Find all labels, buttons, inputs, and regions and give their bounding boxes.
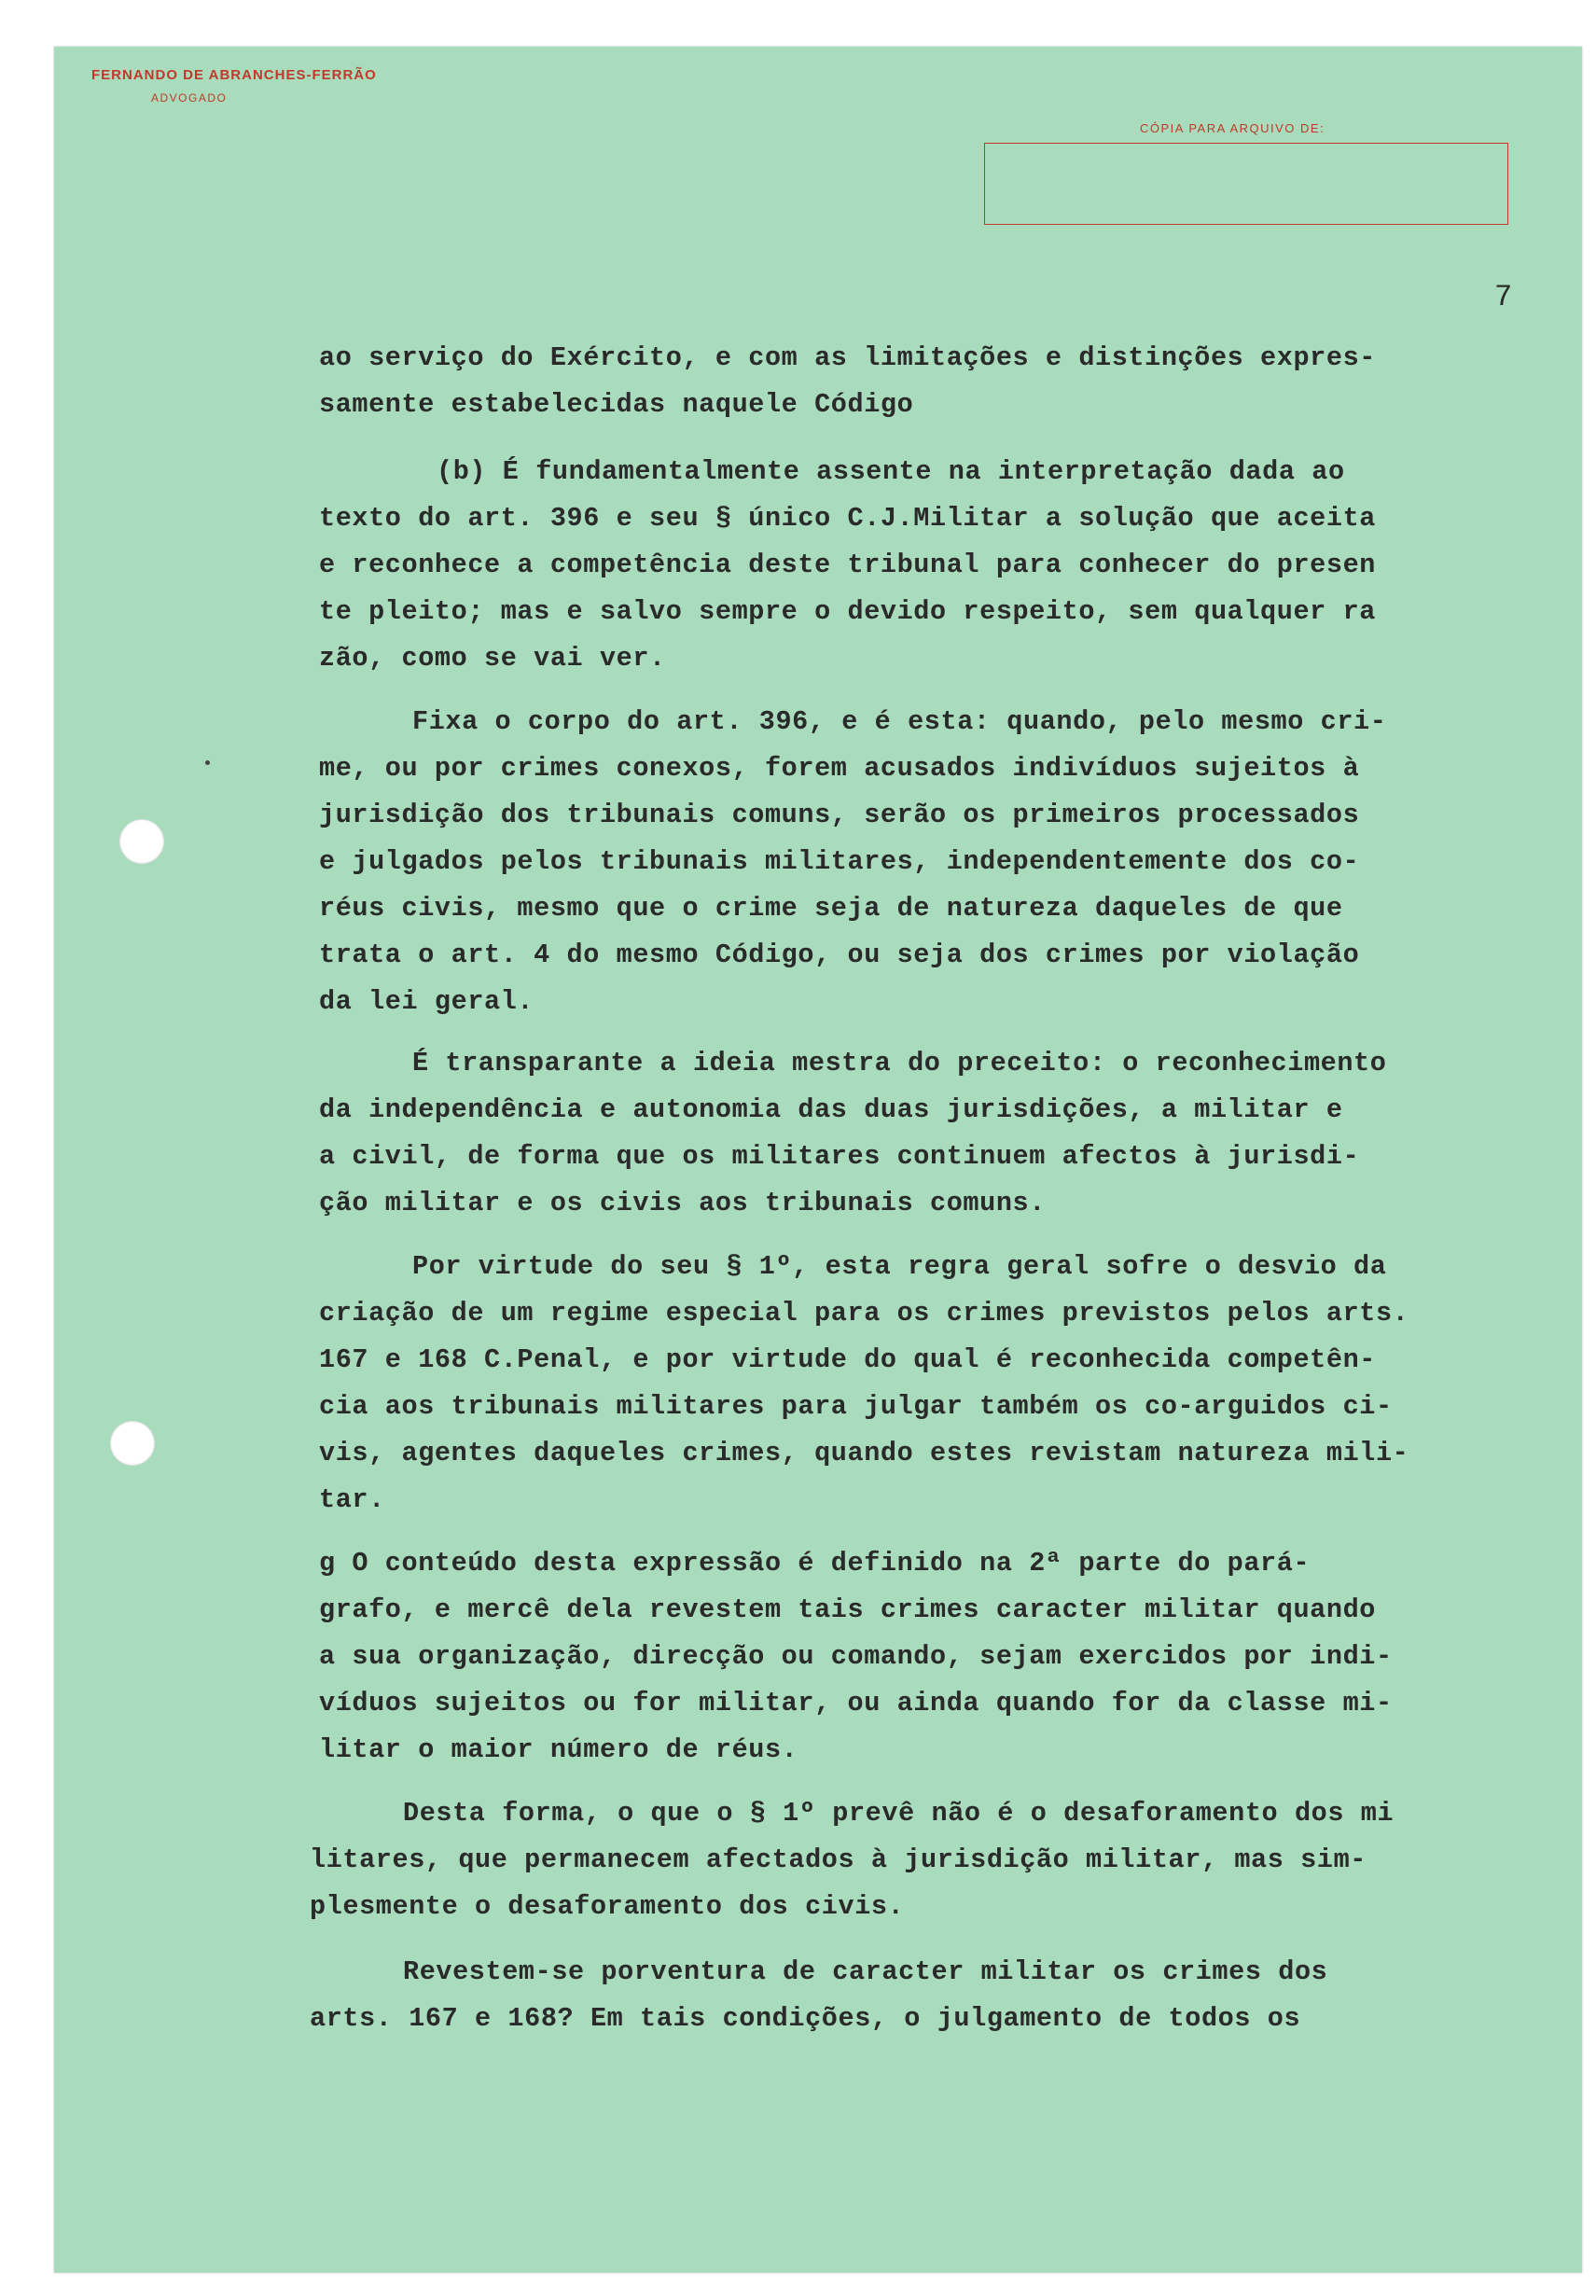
text-line: grafo, e mercê dela revestem tais crimes caracter militar quando: [319, 1594, 1376, 1625]
text-line: Desta forma, o que o § 1º prevê não é o desaforamento dos mi: [403, 1798, 1395, 1829]
text-line: Fixa o corpo do art. 396, e é esta: quando, pelo mesmo cri-: [412, 706, 1387, 737]
text-line: ao serviço do Exército, e com as limitações e distinções expres-: [319, 342, 1376, 373]
punch-hole: [119, 819, 164, 864]
copy-archive-box: [984, 143, 1508, 225]
text-line: g O conteúdo desta expressão é definido na 2ª parte do pará-: [319, 1548, 1311, 1579]
text-line: da independência e autonomia das duas jurisdições, a militar e: [319, 1094, 1343, 1125]
margin-mark: [205, 760, 210, 765]
letterhead-name: FERNANDO DE ABRANCHES-FERRÃO: [91, 67, 377, 83]
text-line: texto do art. 396 e seu § único C.J.Militar a solução que aceita: [319, 503, 1376, 534]
text-line: Por virtude do seu § 1º, esta regra geral sofre o desvio da: [412, 1251, 1387, 1282]
text-line: litares, que permanecem afectados à jurisdição militar, mas sim-: [310, 1844, 1367, 1875]
text-line: e julgados pelos tribunais militares, independentemente dos co-: [319, 846, 1360, 877]
punch-hole: [110, 1421, 155, 1466]
text-line: Revestem-se porventura de caracter militar os crimes dos: [403, 1956, 1328, 1987]
text-line: a civil, de forma que os militares continuem afectos à jurisdi-: [319, 1141, 1360, 1172]
text-line: arts. 167 e 168? Em tais condições, o julgamento de todos os: [310, 2003, 1301, 2034]
text-line: ção militar e os civis aos tribunais comuns.: [319, 1188, 1046, 1218]
text-line: trata o art. 4 do mesmo Código, ou seja dos crimes por violação: [319, 939, 1360, 970]
text-line: (b) É fundamentalmente assente na interpretação dada ao: [437, 456, 1345, 487]
text-line: plesmente o desaforamento dos civis.: [310, 1891, 905, 1922]
letterhead-role: ADVOGADO: [151, 91, 228, 104]
text-line: e reconhece a competência deste tribunal para conhecer do presen: [319, 550, 1376, 580]
text-line: É transparante a ideia mestra do preceito: o reconhecimento: [412, 1048, 1387, 1078]
text-line: víduos sujeitos ou for militar, ou ainda quando for da classe mi-: [319, 1688, 1393, 1719]
text-line: réus civis, mesmo que o crime seja de natureza daqueles de que: [319, 893, 1343, 924]
text-line: tar.: [319, 1484, 385, 1515]
text-line: cia aos tribunais militares para julgar também os co-arguidos ci-: [319, 1391, 1393, 1422]
text-line: jurisdição dos tribunais comuns, serão os primeiros processados: [319, 800, 1360, 830]
text-line: da lei geral.: [319, 986, 534, 1017]
text-line: te pleito; mas e salvo sempre o devido respeito, sem qualquer ra: [319, 596, 1376, 627]
copy-archive-label: CÓPIA PARA ARQUIVO DE:: [1140, 121, 1325, 135]
text-line: criação de um regime especial para os crimes previstos pelos arts.: [319, 1298, 1409, 1329]
page-number: 7: [1494, 280, 1513, 314]
text-line: samente estabelecidas naquele Código: [319, 389, 914, 420]
text-line: zão, como se vai ver.: [319, 643, 666, 674]
text-line: vis, agentes daqueles crimes, quando estes revistam natureza mili-: [319, 1438, 1409, 1468]
text-line: litar o maior número de réus.: [319, 1734, 798, 1765]
text-line: a sua organização, direcção ou comando, sejam exercidos por indi-: [319, 1641, 1393, 1672]
text-line: me, ou por crimes conexos, forem acusados indivíduos sujeitos à: [319, 753, 1360, 784]
text-line: 167 e 168 C.Penal, e por virtude do qual é reconhecida competên-: [319, 1344, 1376, 1375]
